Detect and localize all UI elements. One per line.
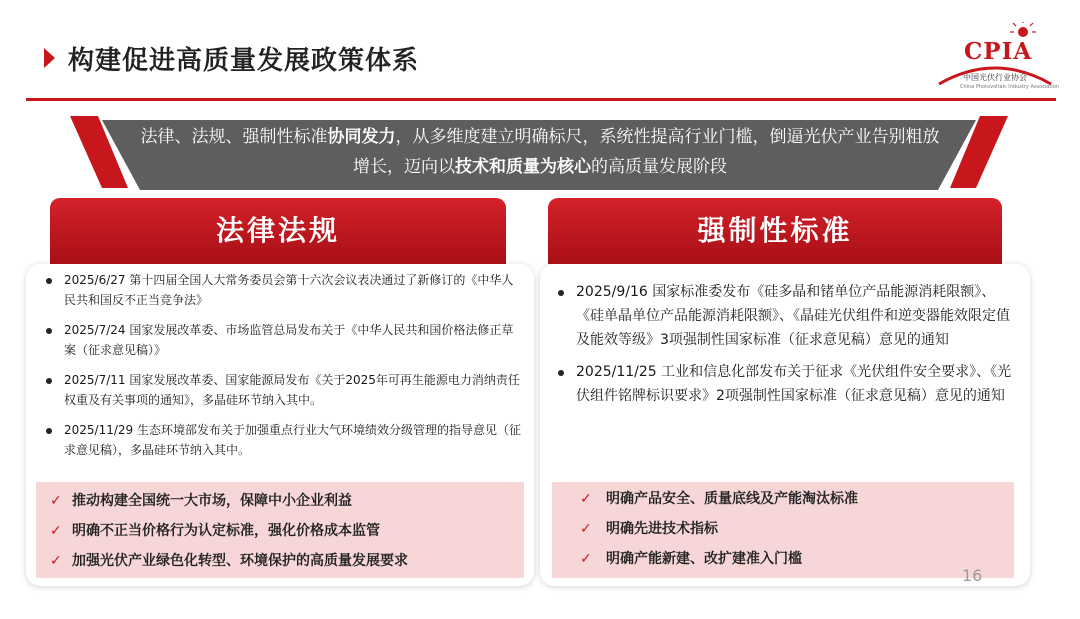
page-title: 构建促进高质量发展政策体系 bbox=[68, 46, 420, 76]
highlight-item: ✓ 推动构建全国统一大市场，保障中小企业利益 bbox=[50, 486, 408, 516]
check-icon: ✓ bbox=[50, 493, 62, 509]
list-item: 2025/11/29 生态环境部发布关于加强重点行业大气环境绩效分级管理的指导意见（征求意见稿），多晶硅环节纳入其中。 bbox=[44, 420, 522, 460]
logo-english-name: China Photovoltaic Industry Association bbox=[960, 84, 1059, 90]
check-icon: ✓ bbox=[580, 521, 592, 537]
highlight-item: ✓ 明确产品安全、质量底线及产能淘汰标准 bbox=[580, 484, 858, 514]
list-item: 2025/7/11 国家发展改革委、国家能源局发布《关于2025年可再生能源电力消纳责任权重及有关事项的通知》，多晶硅环节纳入其中。 bbox=[44, 370, 522, 410]
standards-highlights bbox=[580, 484, 858, 574]
standards-list bbox=[556, 280, 1016, 416]
check-icon: ✓ bbox=[580, 491, 592, 507]
page-number: 16 bbox=[962, 566, 983, 585]
highlight-item: ✓ 明确先进技术指标 bbox=[580, 514, 858, 544]
list-item: 2025/11/25 工业和信息化部发布关于征求《光伏组件安全要求》、《光伏组件铭牌标识要求》2项强制性国家标准（征求意见稿）意见的通知 bbox=[556, 360, 1016, 408]
laws-highlights bbox=[50, 486, 408, 576]
check-icon: ✓ bbox=[50, 523, 62, 539]
highlight-item: ✓ 明确不正当价格行为认定标准，强化价格成本监管 bbox=[50, 516, 408, 546]
list-item: 2025/7/24 国家发展改革委、市场监管总局发布关于《中华人民共和国价格法修正草案（征求意见稿）》 bbox=[44, 320, 522, 360]
logo-text: CPIA bbox=[964, 38, 1033, 65]
summary-text: 法律、法规、强制性标准协同发力，从多维度建立明确标尺，系统性提高行业门槛，倒逼光伏产业告别粗放 增长，迈向以技术和质量为核心的高质量发展阶段 bbox=[140, 127, 940, 177]
standards-card-title: 强制性标准 bbox=[548, 198, 1002, 264]
laws-list bbox=[44, 270, 522, 470]
title-arrow-icon bbox=[44, 48, 55, 68]
check-icon: ✓ bbox=[50, 553, 62, 569]
laws-card-title: 法律法规 bbox=[50, 198, 506, 264]
list-item: 2025/6/27 第十四届全国人大常务委员会第十六次会议表决通过了新修订的《中华人民共和国反不正当竞争法》 bbox=[44, 270, 522, 310]
header-divider bbox=[26, 98, 1056, 101]
logo-chinese-name: 中国光伏行业协会 bbox=[963, 73, 1027, 82]
check-icon: ✓ bbox=[580, 551, 592, 567]
list-item: 2025/9/16 国家标准委发布《硅多晶和锗单位产品能源消耗限额》、《硅单晶单位产品能源消耗限额》、《晶硅光伏组件和逆变器能效限定值及能效等级》3项强制性国家标准（征求意见稿）意见的通知 bbox=[556, 280, 1016, 352]
highlight-item: ✓ 加强光伏产业绿色化转型、环境保护的高质量发展要求 bbox=[50, 546, 408, 576]
highlight-item: ✓ 明确产能新建、改扩建准入门槛 bbox=[580, 544, 858, 574]
